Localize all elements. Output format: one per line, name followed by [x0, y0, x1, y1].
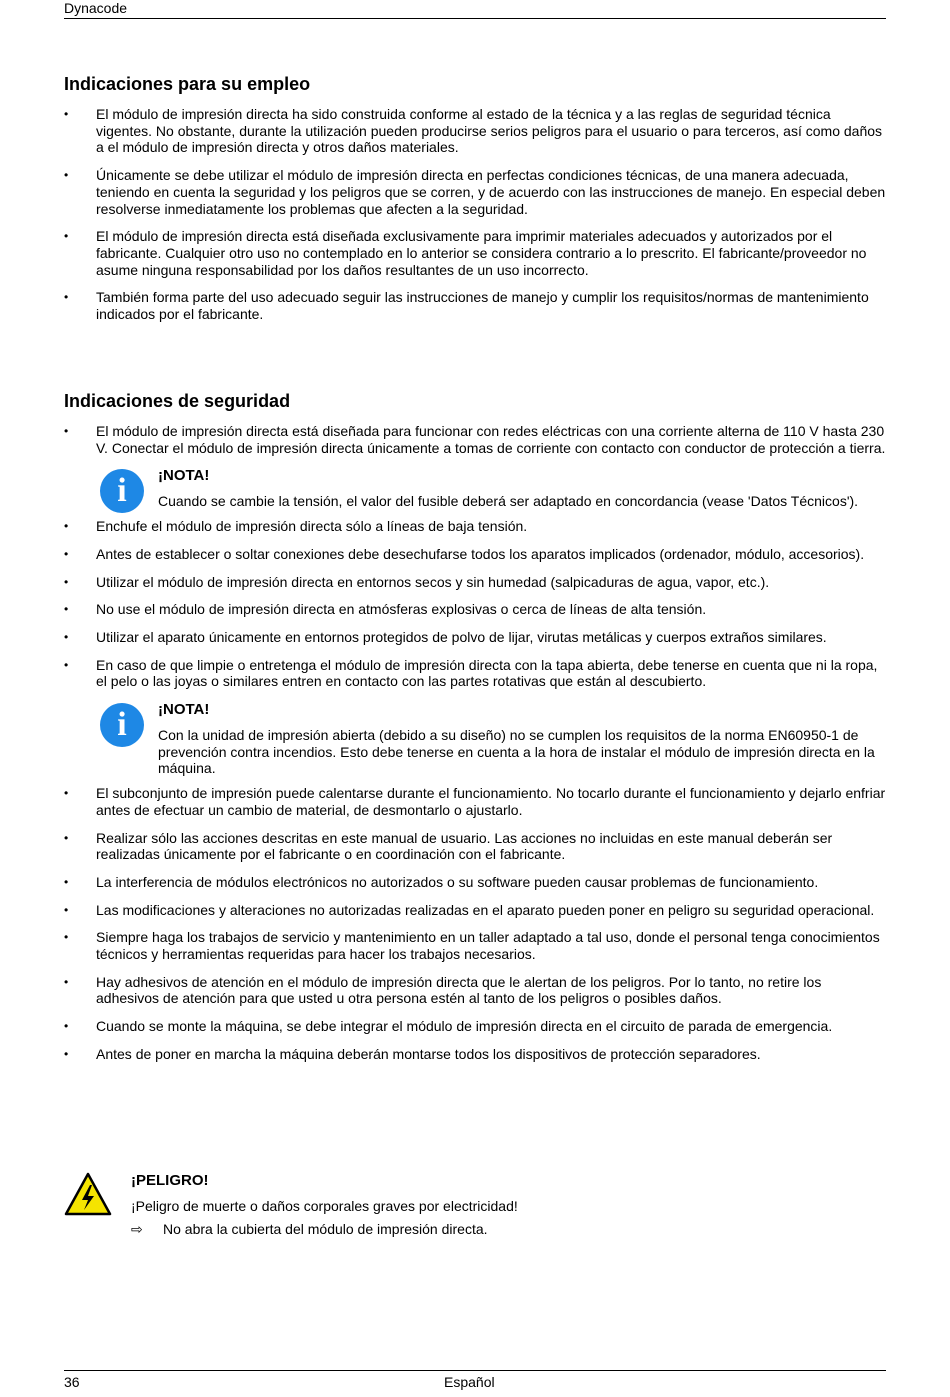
- info-icon: i: [100, 469, 144, 513]
- list-item: • Antes de establecer o soltar conexiones debe desechufarse todos los aparatos implicados (ordenador, módulo, accesorios).: [64, 546, 886, 563]
- usage-title: Indicaciones para su empleo: [64, 74, 311, 94]
- danger-action-text: No abra la cubierta del módulo de impresión directa.: [163, 1220, 488, 1237]
- safety-title: Indicaciones de seguridad: [64, 391, 291, 411]
- list-item: • Cuando se monte la máquina, se debe integrar el módulo de impresión directa en el circuito de parada de emergencia.: [64, 1018, 886, 1035]
- danger-title: ¡PELIGRO!: [131, 1172, 209, 1189]
- safety-section: [64, 391, 886, 1074]
- list-item: • En caso de que limpie o entretenga el módulo de impresión directa con la tapa abierta, debe tenerse en cuenta que ni la ropa, el pelo o las joyas o similares entren en contacto con las partes rotativas que están al descubierto.: [64, 657, 886, 690]
- note-title: ¡NOTA!: [158, 467, 210, 485]
- usage-section: [64, 74, 886, 334]
- list-item: • Únicamente se debe utilizar el módulo de impresión directa en perfectas condiciones técnicas, de una manera adecuada, teniendo en cuenta la seguridad y los peligros que se corren, y de acuerdo con las instrucciones de manejo. En especial deben resolverse inmediatamente los problemas que afecten a la seguridad.: [64, 167, 886, 217]
- note-box: [64, 701, 886, 777]
- note-box: [64, 467, 886, 510]
- list-item: • El módulo de impresión directa está diseñada exclusivamente para imprimir materiales adecuados y autorizados por el fabricante. Cualquier otro uso no contemplado en lo anterior se considera contrario a lo prescrito. El fabricante/proveedor no asume ninguna responsabilidad por los daños resultantes de un uso incorrecto.: [64, 228, 886, 278]
- list-item: • El módulo de impresión directa ha sido construida conforme al estado de la técnica y a las reglas de seguridad técnica vigentes. No obstante, durante la utilización pueden producirse serios peligros para el usuario o para terceros, así como daños a el módulo de impresión directa y otros daños materiales.: [64, 106, 886, 156]
- header-brand: Dynacode: [64, 0, 128, 16]
- list-item: • Antes de poner en marcha la máquina deberán montarse todos los dispositivos de protección separadores.: [64, 1046, 886, 1063]
- list-item: • Realizar sólo las acciones descritas en este manual de usuario. Las acciones no incluidas en este manual deberán ser realizadas únicamente por el fabricante o en coordinación con el fabricante.: [64, 830, 886, 863]
- list-item: • Hay adhesivos de atención en el módulo de impresión directa que le alertan de los peligros. Por lo tanto, no retire los adhesivos de atención para que usted u otra persona estén al tanto de los peligros o posibles daños.: [64, 974, 886, 1007]
- danger-action: [131, 1221, 886, 1238]
- list-item: • Utilizar el aparato únicamente en entornos protegidos de polvo de lijar, virutas metálicas y cuerpos extraños similares.: [64, 629, 886, 646]
- list-item: • Las modificaciones y alteraciones no autorizadas realizadas en el aparato pueden poner en peligro su seguridad operacional.: [64, 902, 886, 919]
- note-title: ¡NOTA!: [158, 701, 210, 719]
- electric-hazard-icon: [64, 1172, 112, 1216]
- danger-box: [64, 1172, 886, 1237]
- list-item: • El módulo de impresión directa está diseñada para funcionar con redes eléctricas con una corriente alterna de 110 V hasta 230 V. Conectar el módulo de impresión directa únicamente a tomas de corriente con contacto con conductor de protección a tierra.: [64, 423, 886, 456]
- list-item: • El subconjunto de impresión puede calentarse durante el funcionamiento. No tocarlo durante el funcionamiento y dejarlo enfriar antes de efectuar un cambio de material, de desmontarlo o ajustarlo.: [64, 785, 886, 818]
- list-item: • No use el módulo de impresión directa en atmósferas explosivas o cerca de líneas de alta tensión.: [64, 601, 886, 618]
- page-header: [64, 0, 886, 19]
- note-text: Con la unidad de impresión abierta (debido a su diseño) no se cumplen los requisitos de la norma EN60950-1 de prevención contra incendios. Esto debe tenerse en cuenta a la hora de instalar el módulo de impresión directa en la máquina.: [158, 727, 875, 777]
- usage-list: [64, 106, 886, 323]
- danger-text: ¡Peligro de muerte o daños corporales graves por electricidad!: [131, 1198, 518, 1214]
- footer-page-number: 36: [64, 1374, 80, 1390]
- arrow-right-icon: ⇨: [131, 1220, 143, 1237]
- page-footer: [64, 1370, 886, 1390]
- list-item: • Utilizar el módulo de impresión directa en entornos secos y sin humedad (salpicaduras de agua, vapor, etc.).: [64, 574, 886, 591]
- list-item: • La interferencia de módulos electrónicos no autorizados o su software pueden causar problemas de funcionamiento.: [64, 874, 886, 891]
- safety-list-a: [64, 518, 886, 690]
- list-item: • Siempre haga los trabajos de servicio y mantenimiento en un taller adaptado a tal uso, donde el personal tenga conocimientos técnicos y herramientas requeridas para hacer los trabajos necesarios.: [64, 929, 886, 962]
- list-item: • También forma parte del uso adecuado seguir las instrucciones de manejo y cumplir los requisitos/normas de mantenimiento indicados por el fabricante.: [64, 289, 886, 322]
- footer-language: Español: [444, 1374, 495, 1390]
- safety-list-intro: [64, 423, 886, 456]
- list-item: • Enchufe el módulo de impresión directa sólo a líneas de baja tensión.: [64, 518, 886, 535]
- note-text: Cuando se cambie la tensión, el valor del fusible deberá ser adaptado en concordancia (vease 'Datos Técnicos').: [158, 493, 859, 510]
- safety-list-b: [64, 785, 886, 1062]
- info-icon: i: [100, 703, 144, 747]
